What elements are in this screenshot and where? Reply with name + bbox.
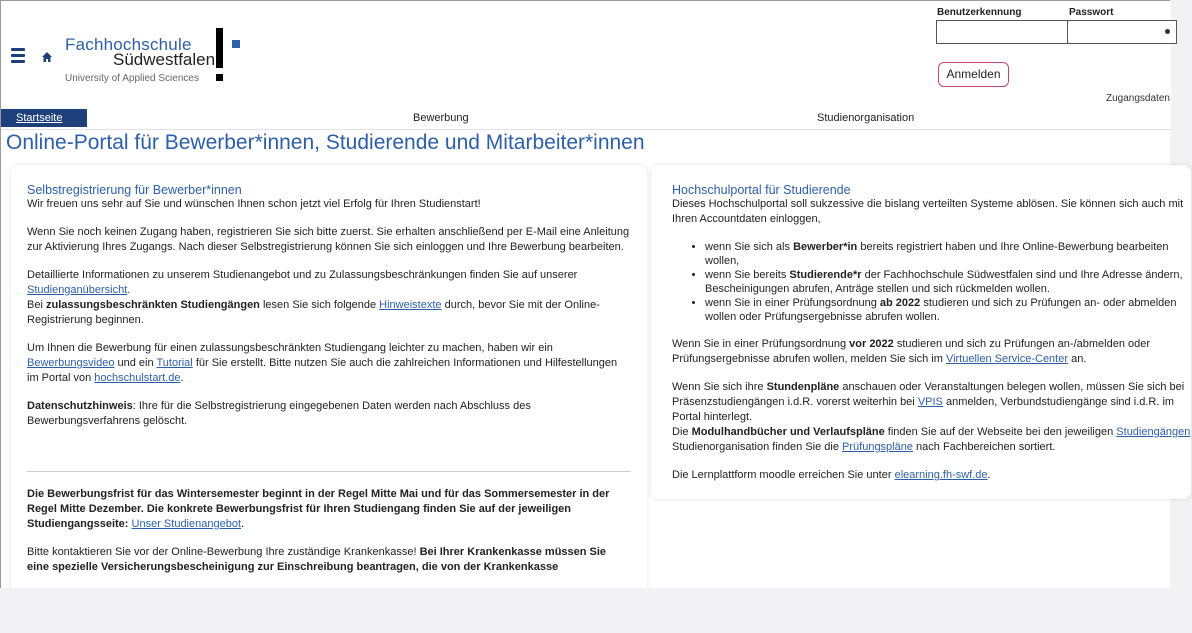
exam-paragraph: Wenn Sie in einer Prüfungsordnung vor 2022 studieren und sich zu Prüfungen an-/abmelden oder Prüfungsergebnisse abrufen wollen, melden Sie sich im Virtuellen Service-Center an.	[672, 338, 1151, 365]
username-input[interactable]	[936, 20, 1068, 44]
access-data-link[interactable]: Zugangsdaten	[1106, 93, 1170, 104]
bewerbungsvideo-link[interactable]: Bewerbungsvideo	[27, 357, 115, 369]
registration-text: Wenn Sie noch keinen Zugang haben, registrieren Sie sich bitte zuerst. Sie erhalten anschließend per E-Mail eine Anleitung zur Aktivierung Ihres Zugangs. Nach dieser Selbstregistrierung können Sie sich einloggen und Ihre Bewerbung bearbeiten.	[27, 226, 630, 253]
privacy-notice: Datenschutzhinweis: Ihre für die Selbstregistrierung eingegebenen Daten werden nach Abschluss des Bewerbungsverfahrens gelöscht.	[27, 400, 531, 427]
password-toggle-icon[interactable]	[1165, 29, 1170, 34]
pruefungsplaene-link[interactable]: Prüfungspläne	[842, 441, 913, 453]
login-button[interactable]: Anmelden	[938, 62, 1009, 87]
studienangebot-link[interactable]: Unser Studienangebot	[131, 518, 241, 530]
virtual-service-center-link[interactable]: Virtuellen Service-Center	[945, 353, 1069, 365]
elearning-link[interactable]: elearning.fh-swf.de	[894, 469, 988, 481]
list-item: • wenn Sie sich als Bewerber*in bereits registriert haben und Ihre Online-Bewerbung bearbeiten wollen,	[705, 240, 1192, 268]
hinweistexte-link[interactable]: Hinweistexte	[379, 299, 442, 311]
applicant-registration-panel	[11, 165, 647, 605]
studiengangsuebersicht-link[interactable]: Studienganübersicht	[27, 284, 128, 296]
portal-intro: Dieses Hochschulportal soll sukzessive die bislang verteilten Systeme ablösen. Sie können sich auch mit Ihren Accountdaten einloggen,	[672, 198, 1184, 225]
window-bottom-area	[0, 588, 1170, 633]
logo-black-square	[216, 74, 223, 81]
username-label: Benutzerkennung	[937, 7, 1022, 18]
tutorial-link[interactable]: Tutorial	[156, 357, 193, 369]
vpis-link[interactable]: VPIS	[917, 396, 943, 408]
info-paragraph: Detaillierte Informationen zu unserem Studienangebot und zu Zulassungsbeschränkungen finden Sie auf unserer Studienganübersicht. Bei zulassungsbeschränkten Studiengängen lesen Sie sich folgende Hinweistexte durch, bevor Sie mit der Online-Registrierung beginnen.	[27, 269, 600, 326]
page-header	[1, 1, 1171, 109]
intro-text: Wir freuen uns sehr auf Sie und wünschen Ihnen schon jetzt viel Erfolg für Ihren Studienstart!	[27, 198, 481, 210]
logo-line-1: Fachhochschule	[65, 35, 192, 54]
hochschulstart-link[interactable]: hochschulstart.de	[94, 372, 181, 384]
student-portal-panel	[651, 165, 1191, 499]
main-navigation	[1, 109, 1171, 130]
password-input[interactable]	[1067, 20, 1177, 44]
logo-line-2: Südwestfalen	[113, 50, 216, 69]
login-purposes-list	[672, 240, 1192, 324]
page-title: Online-Portal für Bewerber*innen, Studierende und Mitarbeiter*innen	[6, 131, 645, 154]
nav-startseite[interactable]: Startseite	[1, 109, 87, 127]
help-paragraph: Um Ihnen die Bewerbung für einen zulassungsbeschränkten Studiengang leichter zu machen, haben wir ein Bewerbungsvideo und ein Tutorial für Sie erstellt. Bitte nutzen Sie auch die zahlreichen Informationen und Hilfestellungen im Portal von hochschulstart.de.	[27, 342, 618, 384]
list-item: • wenn Sie in einer Prüfungsordnung ab 2022 studieren und sich zu Prüfungen an- oder abmelden wollen oder Prüfungsergebnisse abrufen wollen.	[705, 296, 1192, 324]
list-item: • wenn Sie bereits Studierende*r der Fachhochschule Südwestfalen sind und Ihre Adresse ändern, Bescheinigungen abrufen, Anträge stellen und sich rückmelden wollen.	[705, 268, 1192, 296]
panel-title: Hochschulportal für Studierende	[672, 183, 851, 197]
home-icon[interactable]	[41, 50, 53, 62]
hamburger-menu-icon[interactable]	[11, 48, 25, 64]
logo-tagline: University of Applied Sciences	[65, 73, 199, 84]
logo-blue-square	[232, 40, 240, 48]
nav-bewerbung[interactable]: Bewerbung	[413, 112, 469, 124]
panel-title: Selbstregistrierung für Bewerber*innen	[27, 183, 242, 197]
university-logo[interactable]	[65, 28, 265, 86]
studiengaenge-link[interactable]: Studiengängen	[1116, 426, 1191, 438]
password-label: Passwort	[1069, 7, 1114, 18]
insurance-paragraph: Bitte kontaktieren Sie vor der Online-Bewerbung Ihre zuständige Krankenkasse! Bei Ihrer Krankenkasse müssen Sie eine spezielle Versicherungsbescheinigung zur Einschreibung beantragen, die von der Krankenkasse	[27, 546, 607, 573]
logo-exclamation-bar	[216, 28, 223, 68]
deadline-paragraph: Die Bewerbungsfrist für das Wintersemester beginnt in der Regel Mitte Mai und für das Sommersemester in der Regel Mitte Dezember. Die konkrete Bewerbungsfrist für Ihren Studiengang finden Sie auf der jeweiligen Studiengangsseite: Unser Studienangebot.	[27, 488, 610, 530]
schedule-paragraph: Wenn Sie sich ihre Stundenpläne anschauen oder Veranstaltungen belegen wollen, müssen Sie sich bei Präsenzstudiengängen i.d.R. vorerst weiterhin bei VPIS anmelden, Verbundstudiengänge sind i.d.R. im Portal hinterlegt. Die Modulhandbücher und Verlaufspläne finden Sie auf der Webseite bei den jeweiligen Studiengängen Studienorganisation finden Sie die Prüfungspläne nach Fachbereichen sortiert.	[672, 381, 1191, 453]
moodle-paragraph: Die Lernplattform moodle erreichen Sie unter elearning.fh-swf.de.	[672, 469, 991, 481]
nav-studienorganisation[interactable]: Studienorganisation	[817, 112, 915, 124]
